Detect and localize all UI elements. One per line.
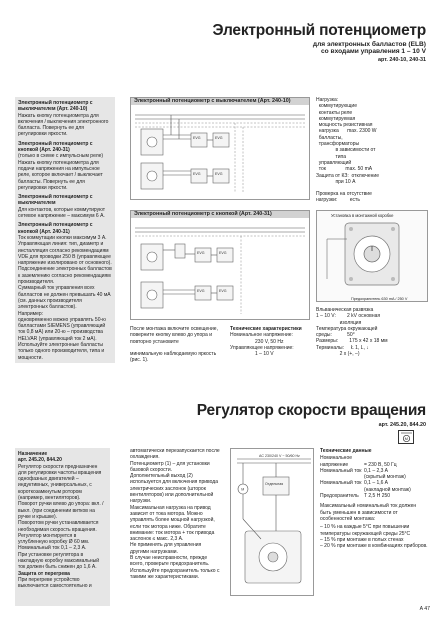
purpose-head: Назначение <box>18 451 48 457</box>
info-block-head: Электронный потенциометр с выключателем (Арт. 240-10) <box>18 100 93 113</box>
speed-control-icon <box>398 430 414 444</box>
spec-row: (скрытый монтаж) <box>364 474 406 481</box>
svg-text:EVG: EVG <box>193 136 201 140</box>
spec-line: нагрузки: есть <box>316 197 360 204</box>
info-block-3 <box>18 194 112 219</box>
tech-line: Управляющее напряжение: <box>230 344 294 351</box>
section2-description <box>130 448 220 580</box>
page-header <box>180 22 426 63</box>
info-block-head: Электронный потенциометр с кнопкой (Арт. 240-31) <box>18 140 93 154</box>
spec-line: 2 x (+, –) <box>316 351 360 358</box>
isolation-specs <box>316 307 428 357</box>
info-block-2 <box>18 141 112 191</box>
supply-label: AC 230/240 V ~ 50/60 Hz <box>259 454 300 458</box>
svg-text:Отдельная: Отдельная <box>265 482 284 486</box>
wiring-diagram-switch <box>130 97 310 200</box>
info-block-head: Электронный потенциометр с выключателем <box>18 194 93 207</box>
potentiometer-device-illustration <box>317 219 427 291</box>
derating-bullet: – 10 % на каждые 5°C при повышении температуры окружающей среды 25°C <box>320 524 411 537</box>
tech-line: Номинальное напряжение: <box>230 332 293 339</box>
info-block-4 <box>18 222 112 361</box>
product-image-box <box>316 210 428 302</box>
overheat-text: При перегреве устройство выключается самостоятельно и <box>18 576 92 590</box>
spec-line: среды: 50° <box>316 332 355 339</box>
info-block-text: Нажать кнопку потенциометра для включения / выключения электронного балласта. Повернуть ее для регулировки яркости. <box>18 112 109 138</box>
svg-text:EVG: EVG <box>215 172 223 176</box>
info-block-text: Ток коммутации кнопки максимум 3 А. Управляющая линия: тип, диаметр и инсталляция согласно рекомендациям VDE для проводки 250 В (управляющее напряжение изолировано от основного). Подсоединение электронных балластов к заземлению согласно рекомендациям производителя. Суммарный ток управления всех балластов не должен превышать 40 мА (см. данных производителя электронных балластов). Например: одновременно можно управлять 50-ю балластами SIEMENS (управляющий ток 0,8 мА) или 20-ю – производства HELVAR (управляющий ток 2 мА). Используйте электронные балласты только одного производителя, типа и мощности. <box>18 234 112 361</box>
spec-line: контакты реле <box>316 109 353 116</box>
product-image-bottom-label: Предохранитель 630 mA / 250 V <box>351 297 408 302</box>
spec-line: Нагрузка: <box>316 97 339 103</box>
spec-line: балласты, <box>316 134 343 141</box>
page-subtitle-2: со входами управления 1 – 10 V <box>321 48 426 55</box>
installation-note-text: После монтажа включите освещение, поверните кнопку влево до упора и повторно установите минимальную наблюдаемую яркость (рис. 1). <box>130 326 218 364</box>
spec-row: напряжение = 230 В, 50 Гц <box>320 461 397 468</box>
svg-text:M: M <box>241 487 245 492</box>
svg-text:EVG: EVG <box>219 289 227 293</box>
section2-header <box>180 402 426 428</box>
spec-line: ток max. 50 mA <box>316 166 373 173</box>
derating-bullet: – 15 % при монтаже в полых стенах <box>320 536 404 543</box>
purpose-art: арт. 245.20, 844.20 <box>18 457 62 464</box>
spec-line: мощность резистивная <box>316 122 373 129</box>
spec-line: в зависимости от <box>316 147 376 154</box>
diagram-title: Электронный потенциометр с выключателем (Арт. 240-10) <box>131 98 309 105</box>
section2-tech-data <box>320 448 428 549</box>
spec-row: (накладной монтаж) <box>364 486 411 493</box>
spec-row: Предохранитель T 2,5 H 250 <box>320 493 391 500</box>
page-number: A 47 <box>419 606 430 612</box>
tech-line: 1 – 10 V <box>230 351 274 358</box>
spec-line: при 10 А <box>316 178 356 185</box>
purpose-text: Регулятор скорости предназначен для регулировки частоты вращения однофазных двигателей – индуктивных, универсальных, с короткозамкнутым ротором (например, вентиляторов). Поворот ручки влево до упора: вкл. / выкл. (при соединении витков на ручке и крышке). Поворотом ручки устанавливается необходимая скорость вращения. Регулятор монтируется в углубленную коробку Ø 60 мм. Номинальный ток 0,1 – 2,3 А. При установке регулятора в накладную коробку максимальный ток должен быть снижен до 1,6 А. <box>18 463 104 571</box>
info-block-head: Электронный потенциометр с кнопкой (Арт. 240-31) <box>18 222 93 235</box>
section2-article: арт. 245.20, 844.20 <box>378 422 426 428</box>
spec-line: Проверка на отсутствие <box>316 191 372 198</box>
info-block-1 <box>18 100 112 138</box>
installation-note <box>130 326 222 364</box>
spec-line: Размеры: 175 x 42 x 18 мм <box>316 338 388 345</box>
svg-text:EVG: EVG <box>215 136 223 140</box>
spec-line: коммутируемая <box>316 115 356 122</box>
wiring-diagram-button <box>130 210 310 320</box>
spec-line: Температура окружающей <box>316 325 378 332</box>
info-block-text: (только в схеме с импульсным реле) Нажать кнопку потенциометра для подачи напряжения на импульсное реле, которое включает / выключает балласты. Повернуть ее для регулировки яркости. <box>18 153 104 191</box>
article-number: арт. 240-10, 240-31 <box>378 57 426 63</box>
info-block-text: Для контактов, которые коммутируют сетевое напряжение – максимум 6 А. <box>18 206 106 220</box>
page-subtitle-1: для электронных балластов (ELB) <box>312 41 426 48</box>
section2-description-text: автоматически перезапускается после охлаждения. Потенциометр (1) – для установки базовой скорости. Дополнительный выход (2) используется для включения привода электрических заслонок (шторок вентиляторов) или дополнительной нагрузки. Максимальная нагрузка на привод зависит от тока мотора. Можно управлять более мощной нагрузкой, если ток мотора ниже. Обратите внимание: ток мотора + ток привода заслонок ≤ макс. 2,3 А. Не применять для управления другими нагрузками. В случае неисправности, прежде всего, проверьте предохранитель. Используйте предохранитель только с такими же характеристиками. <box>130 448 220 580</box>
svg-text:EVG: EVG <box>219 251 227 255</box>
impulse-relay <box>175 244 185 258</box>
spec-line: Защита от КЗ: отключение <box>316 172 379 179</box>
load-specs <box>316 97 428 204</box>
spec-line: коммутирующие <box>316 103 357 110</box>
tech-line: 230 V, 50 Hz <box>230 338 284 345</box>
speed-controller-diagram <box>230 448 314 596</box>
wiring-diagram-svg <box>131 105 309 199</box>
spec-line: трансформаторы <box>316 141 360 148</box>
spec-line: 1 – 10 V: 2 kV основная <box>316 313 381 320</box>
spec-row: Номинальное <box>320 455 353 462</box>
tech-characteristics <box>230 326 314 357</box>
derating-bullet: – 20 % при монтаже в комбинациях приборов. <box>320 543 428 550</box>
wiring-diagram-svg <box>131 218 309 319</box>
svg-text:M: M <box>404 436 408 442</box>
derating-note: Максимальный номинальный ток должен быть уменьшен в зависимости от особенностей монтажа: <box>320 503 417 522</box>
page-title: Электронный потенциометр <box>212 22 426 39</box>
section2-purpose <box>15 448 110 606</box>
spec-line: управляющий <box>316 159 352 166</box>
diagram-title: Электронный потенциометр с кнопкой (Арт. 240-31) <box>131 211 309 218</box>
svg-text:EVG: EVG <box>197 251 205 255</box>
spec-line: изоляция <box>316 319 362 326</box>
spec-line: Вльваническая развязка <box>316 307 374 313</box>
svg-text:EVG: EVG <box>193 172 201 176</box>
tech-data-head: Технические данные <box>320 448 372 454</box>
spec-row: Номинальный ток 0,1 – 1,6 A <box>320 480 388 487</box>
spec-row: Номинальный ток 0,1 – 2,3 A <box>320 467 388 474</box>
tech-characteristics-head: Технические характеристики <box>230 326 302 332</box>
spec-line: Терминалы: Ł 1, L, ↓ <box>316 344 369 351</box>
svg-text:EVG: EVG <box>197 289 205 293</box>
left-info-column <box>15 97 115 363</box>
spec-line: нагрузка max. 2300 W <box>316 128 377 135</box>
product-image-top-label: Установка в монтажной коробке <box>331 213 394 218</box>
speed-controller-svg <box>231 449 314 596</box>
section2-title: Регулятор скорости вращения <box>196 402 426 419</box>
overheat-head: Защита от перегрева <box>18 570 70 577</box>
spec-line: типа <box>316 153 347 160</box>
